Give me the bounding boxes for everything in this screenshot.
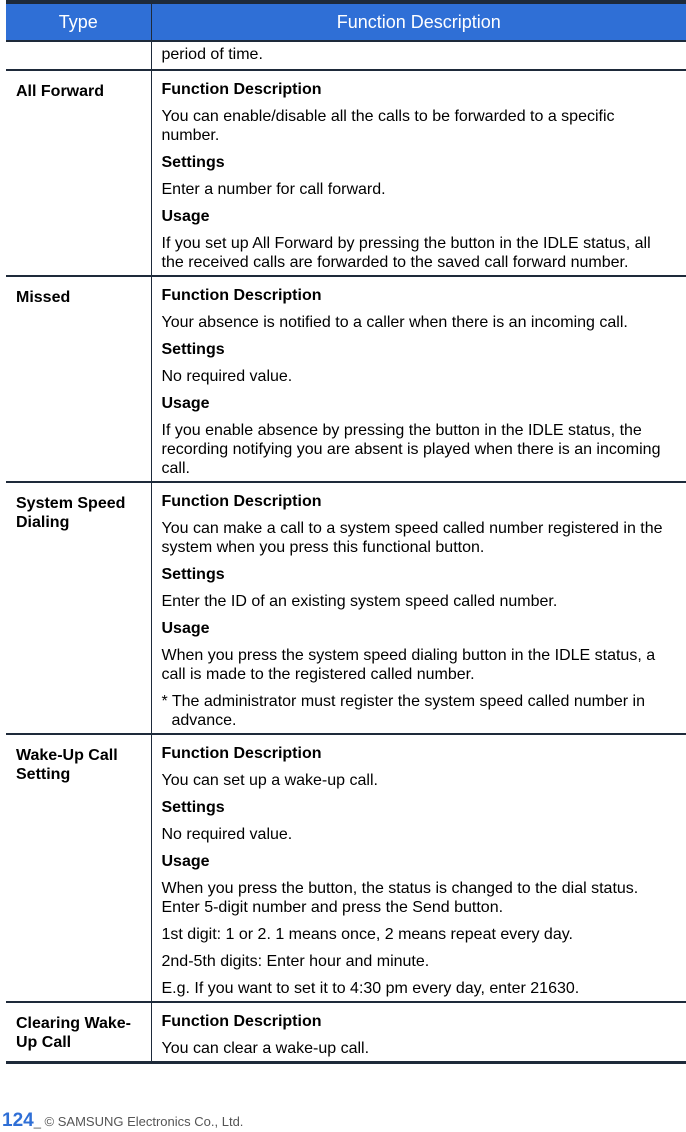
table-row-system-speed-dialing [6, 482, 686, 734]
usage-heading: Usage [161, 395, 210, 412]
settings-text: No required value. [161, 368, 293, 385]
table-row-all-forward [6, 70, 686, 276]
first-digit-text: 1st digit: 1 or 2. 1 means once, 2 means repeat every day. [161, 926, 573, 943]
settings-heading: Settings [161, 341, 225, 358]
desc-all-forward [151, 70, 686, 276]
function-text: You can make a call to a system speed called number registered in the system when you press this functional button. [161, 520, 663, 556]
function-text: You can clear a wake-up call. [161, 1040, 370, 1057]
settings-text: Enter the ID of an existing system speed called number. [161, 593, 558, 610]
table-row-continuation [6, 41, 686, 70]
function-text: You can enable/disable all the calls to be forwarded to a specific number. [161, 108, 615, 144]
example-text: E.g. If you want to set it to 4:30 pm every day, enter 21630. [161, 980, 580, 997]
usage-heading: Usage [161, 208, 210, 225]
type-clearing-wake-up-call: Clearing Wake-Up Call [6, 1002, 151, 1063]
footer-separator: _ [33, 1114, 45, 1129]
function-table [6, 4, 686, 1064]
function-text: You can set up a wake-up call. [161, 772, 378, 789]
usage-heading: Usage [161, 620, 210, 637]
type-system-speed-dialing: System Speed Dialing [6, 482, 151, 734]
continuation-text: period of time. [151, 41, 686, 70]
desc-missed [151, 276, 686, 482]
header-type: Type [6, 4, 151, 41]
page-footer [2, 1110, 243, 1130]
function-heading: Function Description [161, 287, 322, 304]
type-all-forward: All Forward [6, 70, 151, 276]
table-row-missed [6, 276, 686, 482]
settings-heading: Settings [161, 154, 225, 171]
other-digits-text: 2nd-5th digits: Enter hour and minute. [161, 953, 430, 970]
settings-heading: Settings [161, 799, 225, 816]
usage-text: If you enable absence by pressing the button in the IDLE status, the recording notifying you are absent is played when there is an incoming call. [161, 422, 661, 477]
settings-text: No required value. [161, 826, 293, 843]
copyright-text: © SAMSUNG Electronics Co., Ltd. [44, 1114, 244, 1129]
type-cell-empty [6, 41, 151, 70]
type-missed: Missed [6, 276, 151, 482]
header-description: Function Description [151, 4, 686, 41]
settings-heading: Settings [161, 566, 225, 583]
function-heading: Function Description [161, 81, 322, 98]
page-number: 124 [2, 1110, 34, 1131]
desc-clearing-wake-up-call [151, 1002, 686, 1063]
type-wake-up-call-setting: Wake-Up Call Setting [6, 734, 151, 1002]
function-heading: Function Description [161, 745, 322, 762]
admin-note: * The administrator must register the system speed called number in advance. [161, 693, 645, 729]
table-row-clearing-wake-up-call [6, 1002, 686, 1063]
function-heading: Function Description [161, 1013, 322, 1030]
usage-heading: Usage [161, 853, 210, 870]
usage-text: When you press the button, the status is changed to the dial status. Enter 5-digit number and press the Send button. [161, 880, 639, 916]
table-header-row [6, 4, 686, 41]
settings-text: Enter a number for call forward. [161, 181, 386, 198]
function-heading: Function Description [161, 493, 322, 510]
usage-text: If you set up All Forward by pressing the button in the IDLE status, all the received calls are forwarded to the saved call forward number. [161, 235, 651, 271]
table-row-wake-up-call-setting [6, 734, 686, 1002]
desc-wake-up-call-setting [151, 734, 686, 1002]
usage-text: When you press the system speed dialing button in the IDLE status, a call is made to the registered called number. [161, 647, 656, 683]
desc-system-speed-dialing [151, 482, 686, 734]
function-text: Your absence is notified to a caller when there is an incoming call. [161, 314, 628, 331]
